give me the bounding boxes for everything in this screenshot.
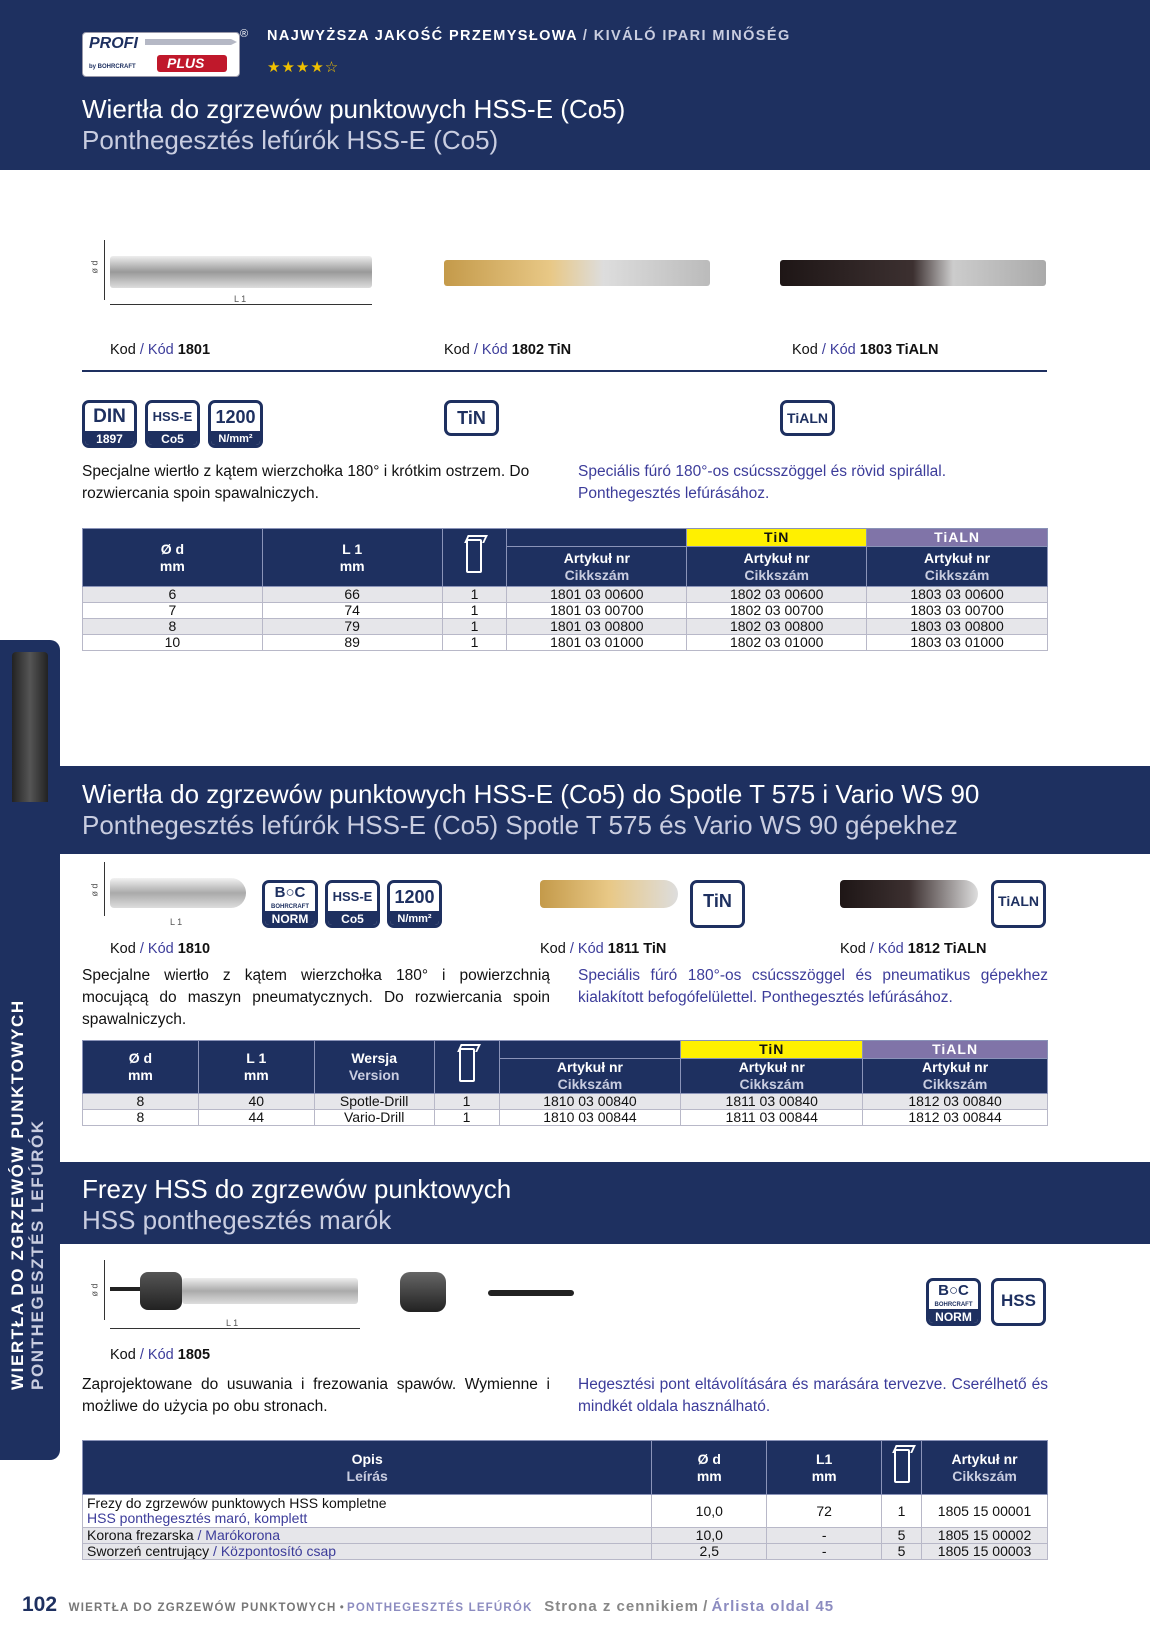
col-length-unit: mm xyxy=(243,1067,269,1083)
section2-table xyxy=(82,1040,1048,1126)
cell-article-tin: 1802 03 01000 xyxy=(687,635,867,651)
badge-bottom: Co5 xyxy=(148,431,197,447)
col-diameter-label: Ø d xyxy=(128,1050,153,1066)
col-diameter-unit: mm xyxy=(696,1467,722,1484)
tagline-pl: NAJWYŻSZA JAKOŚĆ PRZEMYSŁOWA xyxy=(267,28,578,44)
drill-image-1802 xyxy=(444,260,710,286)
page-title-pl: Wiertła do zgrzewów punktowych HSS-E (Co5) xyxy=(82,94,626,124)
code-suffix: TiN xyxy=(639,941,667,957)
badge-sub: BOHRCRAFT xyxy=(934,1302,973,1308)
dim-l1-label: L 1 xyxy=(170,917,183,927)
code-suffix: TiN xyxy=(544,342,572,358)
badge-top: HSS-E xyxy=(152,409,193,424)
section3-description-hu: Hegesztési pont eltávolítására és marására tervezve. Cserélhető és mindkét oldala használható. xyxy=(578,1376,1048,1415)
kod-label: Kod xyxy=(792,342,818,358)
col-diameter-label: Ø d xyxy=(160,540,185,557)
section2-description-pl: Specjalne wiertło z kątem wierzchołka 180° i powierzchnią mocującą do maszyn pneumatycznych. Do rozwiercania spoin spawalniczych. xyxy=(82,967,550,1028)
col-diameter xyxy=(83,1041,199,1094)
kod-label: Kod xyxy=(444,342,470,358)
dim-l1-line xyxy=(110,304,372,305)
page-number: 102 xyxy=(22,1593,58,1616)
cell-article: 1801 03 01000 xyxy=(507,635,687,651)
cell-d: 7 xyxy=(83,603,263,619)
cell-article-tin: 1802 03 00600 xyxy=(687,587,867,603)
cell-d: 8 xyxy=(83,619,263,635)
section3-title-pl: Frezy HSS do zgrzewów punktowych xyxy=(82,1174,512,1204)
cell-qty: 1 xyxy=(434,1110,499,1126)
cell-description: Korona frezarska / Marókorona xyxy=(83,1528,652,1544)
col-article-label-hu: Cikkszám xyxy=(744,566,809,583)
badge-top: TiN xyxy=(457,408,486,428)
badge-bottom: N/mm² xyxy=(390,911,439,927)
section2-title-hu: Ponthegesztés lefúrók HSS-E (Co5) Spotle T 575 és Vario WS 90 gépekhez xyxy=(82,810,958,840)
kod-label: Kod xyxy=(110,342,136,358)
cell-l1: - xyxy=(767,1544,882,1560)
cell-d: 10,0 xyxy=(652,1528,767,1544)
section1-description-hu: Speciális fúró 180°-os csúcsszöggel és rövid spirállal. Ponthegesztés lefúrásához. xyxy=(578,463,947,502)
crown-image xyxy=(400,1272,446,1312)
badge-top: TiN xyxy=(703,891,732,911)
badge-sub: BOHRCRAFT xyxy=(271,904,309,910)
table-row xyxy=(83,619,1048,635)
badge-top: TiALN xyxy=(998,893,1039,909)
cell-article-tialn: 1803 03 01000 xyxy=(867,635,1048,651)
code-1811 xyxy=(540,941,666,957)
col-diameter-label: Ø d xyxy=(697,1450,721,1467)
cell-article: 1805 15 00003 xyxy=(922,1544,1048,1560)
col-description-label: Opis xyxy=(351,1450,383,1467)
col-version xyxy=(314,1041,434,1094)
kod-sep: / xyxy=(865,941,878,957)
tin-badge xyxy=(690,880,745,928)
col-article-label: Artykuł nr xyxy=(563,549,630,566)
cell-description-hu: Marókorona xyxy=(205,1527,280,1543)
badge-top: DIN xyxy=(93,406,126,427)
col-article-1803 xyxy=(867,547,1048,587)
cell-article-tialn: 1803 03 00700 xyxy=(867,603,1048,619)
kod-sep: / xyxy=(565,941,578,957)
badge-top: 1200 xyxy=(215,407,256,427)
col-article-1802 xyxy=(687,547,867,587)
profi-plus-logo xyxy=(82,32,240,77)
col-article-label: Artykuł nr xyxy=(923,549,991,566)
col-article-label: Artykuł nr xyxy=(556,1059,623,1075)
cell-description-pl: Sworzeń centrujący xyxy=(87,1543,210,1559)
cell-article: 1805 15 00002 xyxy=(922,1528,1048,1544)
tagline xyxy=(267,28,791,44)
dim-d-label: ø d xyxy=(89,1283,100,1297)
cell-article-tialn: 1812 03 00844 xyxy=(863,1110,1048,1126)
col-length-unit: mm xyxy=(339,557,365,574)
badge-bottom: NORM xyxy=(265,911,315,927)
cell-article-tialn: 1812 03 00840 xyxy=(863,1094,1048,1110)
cell-description-pl: Korona frezarska xyxy=(87,1527,194,1543)
table-row xyxy=(83,603,1048,619)
code-number: 1810 xyxy=(177,941,211,957)
cell-description-pl: Frezy do zgrzewów punktowych HSS kompletne xyxy=(87,1495,387,1511)
col-blank xyxy=(507,529,687,547)
col-length-label: L 1 xyxy=(342,540,363,557)
code-number: 1801 xyxy=(177,342,211,358)
hss-e-badge xyxy=(325,880,380,928)
col-article-1811 xyxy=(681,1059,863,1094)
cell-version: Spotle-Drill xyxy=(314,1094,434,1110)
col-diameter-unit: mm xyxy=(127,1067,153,1083)
table-row xyxy=(83,635,1048,651)
boc-norm-badge xyxy=(262,880,318,928)
section1-table xyxy=(82,528,1048,651)
col-tialn-header: TiALN xyxy=(867,529,1048,547)
cell-l1: 40 xyxy=(198,1094,314,1110)
code-number: 1812 xyxy=(907,941,941,957)
kod-label: Kod xyxy=(110,941,136,957)
package-icon xyxy=(459,1048,475,1082)
badge-top: TiALN xyxy=(787,410,828,426)
sidebar-line-hu: PONTHEGESZTÉS LEFÚRÓK xyxy=(28,1119,47,1390)
table-row xyxy=(83,587,1048,603)
section3-description-pl: Zaprojektowane do usuwania i frezowania spawów. Wymienne i możliwe do użycia po obu stronach. xyxy=(82,1376,550,1415)
mill-crown-image xyxy=(140,1272,182,1310)
package-icon xyxy=(894,1449,910,1483)
din-badge xyxy=(82,400,137,448)
kod-sep: / xyxy=(135,1347,148,1363)
col-tialn-header: TiALN xyxy=(863,1041,1048,1059)
cell-article: 1810 03 00840 xyxy=(499,1094,681,1110)
col-length xyxy=(767,1441,882,1495)
col-article-label: Artykuł nr xyxy=(922,1059,989,1075)
drill-image-1801 xyxy=(110,256,372,288)
cell-article-tialn: 1803 03 00600 xyxy=(867,587,1048,603)
tagline-sep: / xyxy=(577,28,594,44)
dim-l1-line xyxy=(110,1328,360,1329)
footer-price-sep: / xyxy=(698,1598,712,1615)
col-length xyxy=(198,1041,314,1094)
cell-article-tialn: 1803 03 00800 xyxy=(867,619,1048,635)
col-diameter-unit: mm xyxy=(159,557,185,574)
cell-article-tin: 1802 03 00700 xyxy=(687,603,867,619)
brand-sub: by BOHRCRAFT xyxy=(89,64,136,70)
col-article-label-hu: Cikkszám xyxy=(952,1467,1017,1484)
col-diameter xyxy=(652,1441,767,1495)
code-suffix: TiALN xyxy=(940,941,987,957)
kod-label-hu: Kód xyxy=(481,342,508,358)
col-blank xyxy=(499,1041,681,1059)
kod-label-hu: Kód xyxy=(147,941,174,957)
package-icon xyxy=(466,539,482,573)
table-row xyxy=(83,1094,1048,1110)
sidebar-label xyxy=(8,999,48,1390)
cell-article-tin: 1802 03 00800 xyxy=(687,619,867,635)
strength-badge xyxy=(208,400,263,448)
code-1801 xyxy=(110,342,210,358)
cell-qty: 1 xyxy=(882,1495,922,1528)
registered-mark: ® xyxy=(240,28,249,40)
cell-description xyxy=(83,1495,652,1528)
footer-price-pl: Strona z cennikiem xyxy=(544,1598,699,1615)
tin-badge xyxy=(444,400,499,436)
cell-l1: - xyxy=(767,1528,882,1544)
sidebar-drill-image xyxy=(12,652,48,802)
col-package xyxy=(434,1041,499,1094)
col-article-label: Artykuł nr xyxy=(951,1450,1018,1467)
kod-sep: / xyxy=(469,342,482,358)
table-row xyxy=(83,1544,1048,1560)
footer-price-hu: Árlista oldal 45 xyxy=(711,1598,835,1615)
cell-description-hu: HSS ponthegesztés maró, komplett xyxy=(87,1510,308,1526)
cell-description-hu: Központosító csap xyxy=(220,1543,337,1559)
kod-label: Kod xyxy=(840,941,866,957)
col-package xyxy=(442,529,507,587)
kod-label-hu: Kód xyxy=(829,342,856,358)
kod-sep: / xyxy=(817,342,830,358)
hss-e-badge xyxy=(145,400,200,448)
badge-top: B○C xyxy=(274,884,306,901)
footer-section-hu: PONTHEGESZTÉS LEFÚRÓK xyxy=(347,1602,533,1614)
kod-sep: / xyxy=(135,941,148,957)
cell-qty: 5 xyxy=(882,1544,922,1560)
kod-sep: / xyxy=(135,342,148,358)
code-1802 xyxy=(444,342,571,358)
hss-badge xyxy=(991,1278,1046,1326)
kod-label-hu: Kód xyxy=(877,941,904,957)
col-article-1801 xyxy=(507,547,687,587)
dim-d-line xyxy=(104,862,105,916)
drill-image-1811 xyxy=(540,880,678,908)
cell-article: 1801 03 00600 xyxy=(507,587,687,603)
mill-shank-image xyxy=(182,1278,358,1304)
col-tin-header: TiN xyxy=(687,529,867,547)
boc-norm-badge xyxy=(926,1278,981,1326)
col-version-label: Wersja xyxy=(351,1050,397,1066)
dim-l1-label: L 1 xyxy=(226,1318,239,1328)
tialn-badge xyxy=(780,400,835,436)
cell-version: Vario-Drill xyxy=(314,1110,434,1126)
col-diameter xyxy=(83,529,263,587)
dim-d-line xyxy=(104,240,105,300)
badge-bottom: Co5 xyxy=(328,911,377,927)
pin-image xyxy=(488,1290,574,1296)
section3-table xyxy=(82,1440,1048,1560)
cell-article-tin: 1811 03 00840 xyxy=(681,1094,863,1110)
col-article xyxy=(922,1441,1048,1495)
badge-top: HSS xyxy=(1001,1291,1036,1310)
col-length-unit: mm xyxy=(811,1467,837,1484)
section3-title-hu: HSS ponthegesztés marók xyxy=(82,1205,392,1235)
strength-badge xyxy=(387,880,442,928)
dim-l1-label: L 1 xyxy=(234,294,247,304)
col-article-label-hu: Cikkszám xyxy=(557,1076,623,1092)
drill-image-1810 xyxy=(110,878,246,908)
section2-title-pl: Wiertła do zgrzewów punktowych HSS-E (Co5) do Spotle T 575 i Vario WS 90 xyxy=(82,779,980,809)
brand-top: PROFI xyxy=(89,35,138,52)
code-number: 1805 xyxy=(177,1347,211,1363)
code-number: 1811 xyxy=(607,941,640,957)
col-article-label: Artykuł nr xyxy=(738,1059,805,1075)
cell-d: 8 xyxy=(83,1094,199,1110)
cell-qty: 1 xyxy=(442,603,507,619)
col-article-label-hu: Cikkszám xyxy=(739,1076,805,1092)
col-article-label-hu: Cikkszám xyxy=(564,566,630,583)
cell-d: 10 xyxy=(83,635,263,651)
col-package xyxy=(882,1441,922,1495)
cell-qty: 1 xyxy=(442,587,507,603)
cell-qty: 5 xyxy=(882,1528,922,1544)
cell-d: 2,5 xyxy=(652,1544,767,1560)
section2-description-hu: Speciális fúró 180°-os csúcsszöggel és pneumatikus gépekhez kialakított befogófelülettel. Ponthegesztés lefúrásához. xyxy=(578,967,1048,1006)
cell-description: Sworzeń centrujący / Központosító csap xyxy=(83,1544,652,1560)
col-length-label: L1 xyxy=(815,1450,833,1467)
cell-article: 1810 03 00844 xyxy=(499,1110,681,1126)
table-row xyxy=(83,1528,1048,1544)
quality-stars: ★★★★☆ xyxy=(267,59,340,76)
cell-article: 1801 03 00800 xyxy=(507,619,687,635)
dim-d-label: ø d xyxy=(89,883,100,897)
code-1812 xyxy=(840,941,986,957)
dim-d-line xyxy=(104,1260,105,1320)
badge-top: B○C xyxy=(938,1282,969,1299)
kod-label-hu: Kód xyxy=(147,342,174,358)
cell-l1: 66 xyxy=(262,587,442,603)
code-1810 xyxy=(110,941,210,957)
page-title-hu: Ponthegesztés lefúrók HSS-E (Co5) xyxy=(82,125,499,155)
kod-label: Kod xyxy=(110,1347,136,1363)
badge-bottom: NORM xyxy=(929,1309,978,1325)
footer-section-pl: WIERTŁA DO ZGRZEWÓW PUNKTOWYCH xyxy=(68,1602,337,1614)
tialn-badge xyxy=(991,880,1046,928)
col-length-label: L 1 xyxy=(246,1050,267,1066)
cell-l1: 74 xyxy=(262,603,442,619)
cell-d: 10,0 xyxy=(652,1495,767,1528)
page-footer xyxy=(22,1593,834,1617)
code-number: 1803 xyxy=(859,342,893,358)
kod-label: Kod xyxy=(540,941,566,957)
badge-bottom: 1897 xyxy=(85,431,134,447)
kod-label-hu: Kód xyxy=(577,941,604,957)
badge-top: 1200 xyxy=(394,887,435,907)
cell-qty: 1 xyxy=(434,1094,499,1110)
badge-top: HSS-E xyxy=(332,889,373,904)
cell-article: 1801 03 00700 xyxy=(507,603,687,619)
col-article-1810 xyxy=(499,1059,681,1094)
cell-d: 8 xyxy=(83,1110,199,1126)
table-row xyxy=(83,1110,1048,1126)
section1-description-pl: Specjalne wiertło z kątem wierzchołka 180° i krótkim ostrzem. Do rozwiercania spoin spawalniczych. xyxy=(82,463,530,502)
dim-d-label: ø d xyxy=(89,260,100,274)
cell-qty: 1 xyxy=(442,635,507,651)
drill-image-1812 xyxy=(840,880,978,908)
col-version-label-hu: Version xyxy=(348,1067,400,1083)
cell-l1: 44 xyxy=(198,1110,314,1126)
kod-label-hu: Kód xyxy=(147,1347,174,1363)
col-tin-header: TiN xyxy=(681,1041,863,1059)
col-article-label-hu: Cikkszám xyxy=(924,566,990,583)
col-article-label: Artykuł nr xyxy=(743,549,810,566)
cell-l1: 89 xyxy=(262,635,442,651)
code-1805 xyxy=(110,1347,210,1363)
cell-l1: 79 xyxy=(262,619,442,635)
cell-l1: 72 xyxy=(767,1495,882,1528)
col-description-label-hu: Leírás xyxy=(346,1467,388,1484)
sidebar-line-pl: WIERTŁA DO ZGRZEWÓW PUNKTOWYCH xyxy=(8,999,27,1390)
drill-image-1803 xyxy=(780,260,1046,286)
cell-article: 1805 15 00001 xyxy=(922,1495,1048,1528)
table-row xyxy=(83,1495,1048,1528)
code-number: 1802 xyxy=(511,342,545,358)
col-description xyxy=(83,1441,652,1495)
section1-divider xyxy=(82,370,1047,372)
col-length xyxy=(262,529,442,587)
code-1803 xyxy=(792,342,938,358)
tagline-hu: KIVÁLÓ IPARI MINŐSÉG xyxy=(593,28,791,44)
col-article-1812 xyxy=(863,1059,1048,1094)
code-suffix: TiALN xyxy=(892,342,939,358)
col-article-label-hu: Cikkszám xyxy=(922,1076,988,1092)
cell-article-tin: 1811 03 00844 xyxy=(681,1110,863,1126)
cell-qty: 1 xyxy=(442,619,507,635)
badge-bottom: N/mm² xyxy=(211,431,260,447)
brand-bottom: PLUS xyxy=(167,55,205,71)
cell-d: 6 xyxy=(83,587,263,603)
footer-dot: • xyxy=(336,1602,347,1614)
